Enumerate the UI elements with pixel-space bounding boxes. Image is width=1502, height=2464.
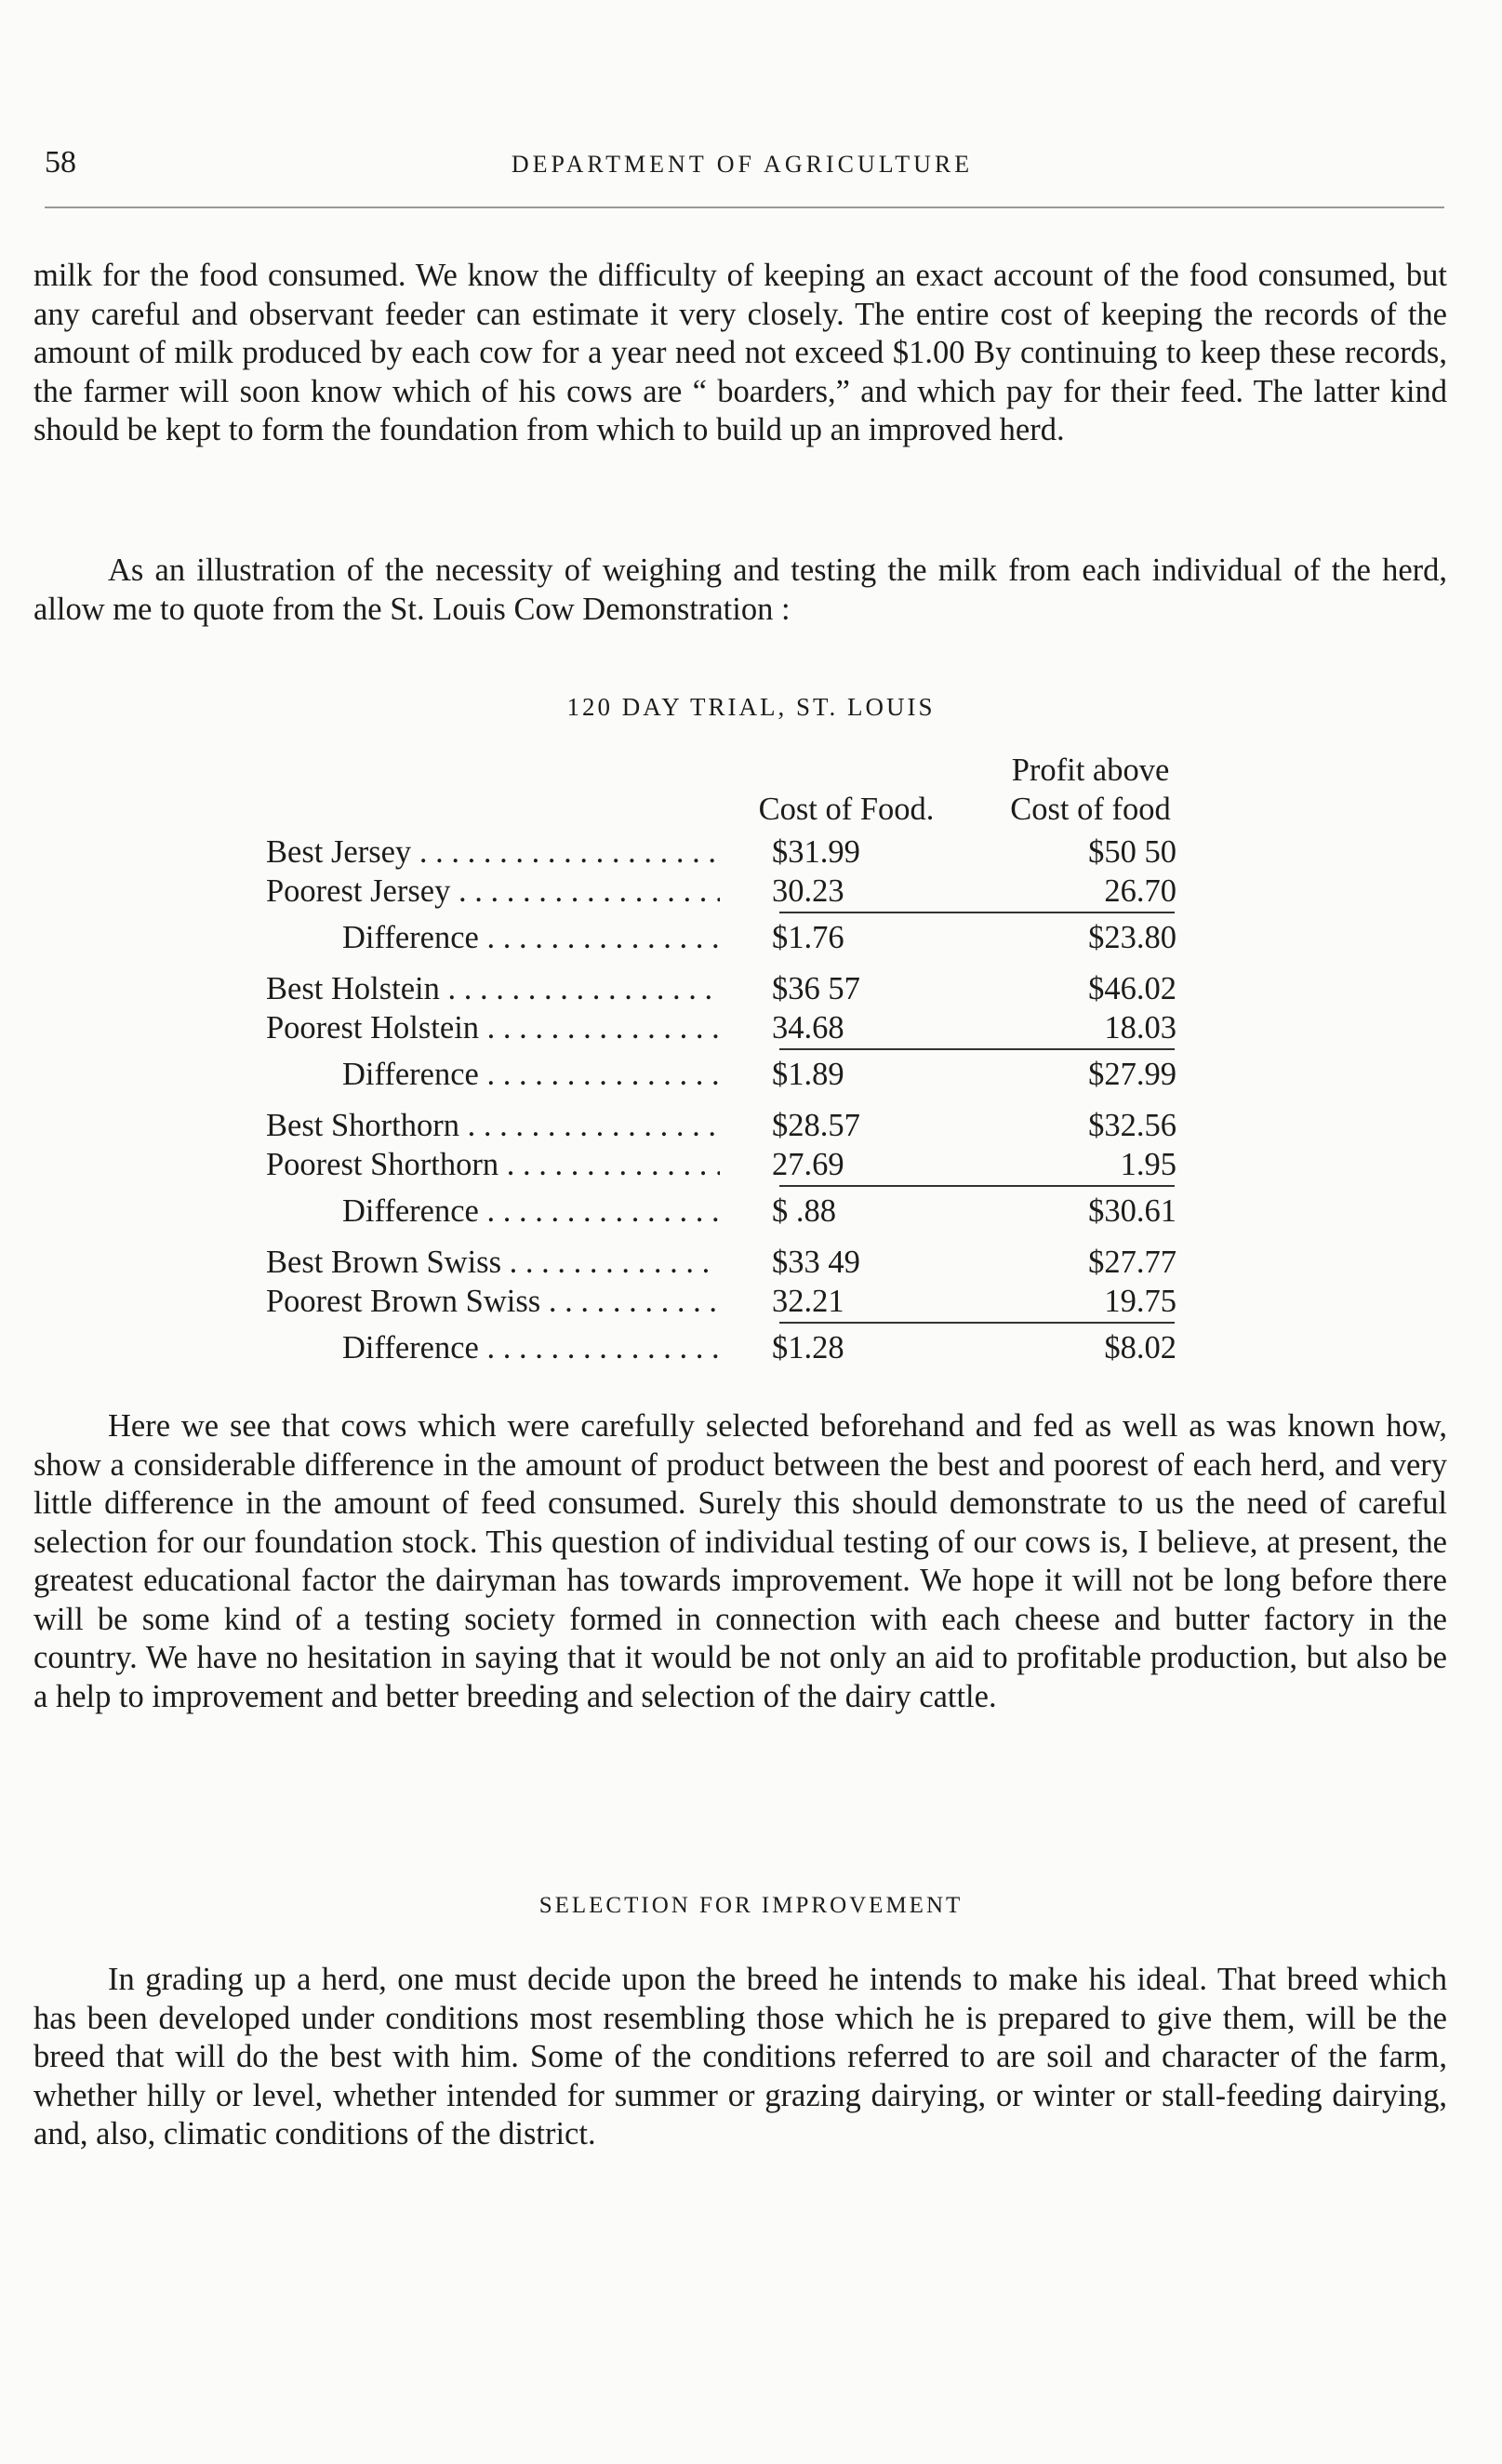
cost-cell: 34.68 [772, 1010, 844, 1046]
paragraph-1: milk for the food consumed. We know the difficulty of keeping an exact account of the food consumed, but any careful and observant feeder can estimate it very closely. The entire cost of keeping the records of the amount of milk produced by each cow for a year need not exceed $1.00 By continuing to keep these records, the farmer will soon know which of his cows are “ boarders,” and which pay for their feed. The latter kind should be kept to form the foundation from which to build up an improved herd. [33, 258, 1447, 447]
profit-cell: $46.02 [1088, 971, 1176, 1006]
profit-cell: $23.80 [1088, 920, 1176, 955]
cost-cell: $36 57 [772, 971, 860, 1006]
row-label: Difference . . . [342, 1056, 720, 1093]
paragraph-3: Here we see that cows which were carefully selected beforehand and fed as well as was known how, show a considerable difference in the amount of product between the best and poorest of each herd, and very little difference in the amount of feed consumed. Surely this should demonstrate to us the need of careful selection for our foundation stock. This question of individual testing of our cows is, I believe, at present, the greatest educational factor the dairyman has towards improvement. We hope it will not be long before there will be some kind of a testing society formed in connection with each cheese and butter factory in the country. We have no hesitation in saying that it would be not only an aid to profitable production, but also be a help to improvement and better breeding and selection of the dairy cattle. [33, 1408, 1447, 1714]
profit-cell: $32.56 [1088, 1108, 1176, 1143]
page-header [45, 145, 1440, 188]
paragraph-2: As an illustration of the necessity of weighing and testing the milk from each individual of the herd, allow me to quote from the St. Louis Cow Demonstration : [33, 553, 1447, 627]
profit-cell: $27.77 [1088, 1245, 1176, 1280]
cost-cell: 27.69 [772, 1147, 844, 1182]
profit-cell: 1.95 [1120, 1147, 1176, 1182]
sum-rule [779, 1185, 1175, 1187]
sum-rule [779, 912, 1175, 913]
cost-header: Cost of Food. [758, 792, 935, 827]
profit-cell: 26.70 [1104, 873, 1176, 909]
profit-header-line2: Cost of food [1010, 792, 1171, 827]
row-label: Best Shorthorn . . . [266, 1107, 720, 1144]
sum-rule [779, 1322, 1175, 1324]
row-label: Difference . . . [342, 1192, 720, 1230]
row-label: Poorest Holstein . . . [266, 1009, 720, 1046]
cost-cell: $1.89 [772, 1057, 844, 1092]
cost-cell: $1.76 [772, 920, 844, 955]
running-head: DEPARTMENT OF AGRICULTURE [511, 151, 974, 178]
cost-cell: $28.57 [772, 1108, 860, 1143]
profit-header-line1: Profit above [1011, 753, 1170, 788]
row-label: Best Jersey . . . [266, 833, 720, 871]
row-label: Poorest Shorthorn . . . [266, 1146, 720, 1183]
cost-cell: $33 49 [772, 1245, 860, 1280]
profit-cell: 19.75 [1104, 1284, 1176, 1319]
profit-cell: 18.03 [1104, 1010, 1176, 1046]
row-label: Best Holstein . . . [266, 970, 720, 1007]
cost-cell: $ .88 [772, 1193, 836, 1229]
row-label: Difference . . . [342, 919, 720, 956]
profit-cell: $8.02 [1104, 1330, 1176, 1365]
cost-cell: $1.28 [772, 1330, 844, 1365]
profit-cell: $30.61 [1088, 1193, 1176, 1229]
cost-cell: 32.21 [772, 1284, 844, 1319]
profit-cell: $27.99 [1088, 1057, 1176, 1092]
profit-cell: $50 50 [1088, 834, 1176, 870]
row-label: Poorest Brown Swiss . . . [266, 1283, 720, 1320]
cost-cell: 30.23 [772, 873, 844, 909]
row-label: Poorest Jersey . . . [266, 872, 720, 910]
paragraph-4: In grading up a herd, one must decide upon the breed he intends to make his ideal. That breed which has been developed under conditions most resembling those which he is prepared to give them, will be the breed that will do the best with him. Some of the conditions referred to are soil and character of the farm, whether hilly or level, whether intended for summer or grazing dairying, or winter or stall-feeding dairying, and, also, climatic conditions of the district. [33, 1962, 1447, 2151]
table-title: 120 DAY TRIAL, ST. LOUIS [566, 693, 936, 721]
row-label: Best Brown Swiss . . . [266, 1244, 720, 1281]
row-label: Difference . . . [342, 1329, 720, 1366]
cost-cell: $31.99 [772, 834, 860, 870]
page-number: 58 [45, 145, 76, 180]
header-divider [45, 206, 1444, 208]
sum-rule [779, 1048, 1175, 1050]
section-heading: SELECTION FOR IMPROVEMENT [538, 1893, 964, 1918]
